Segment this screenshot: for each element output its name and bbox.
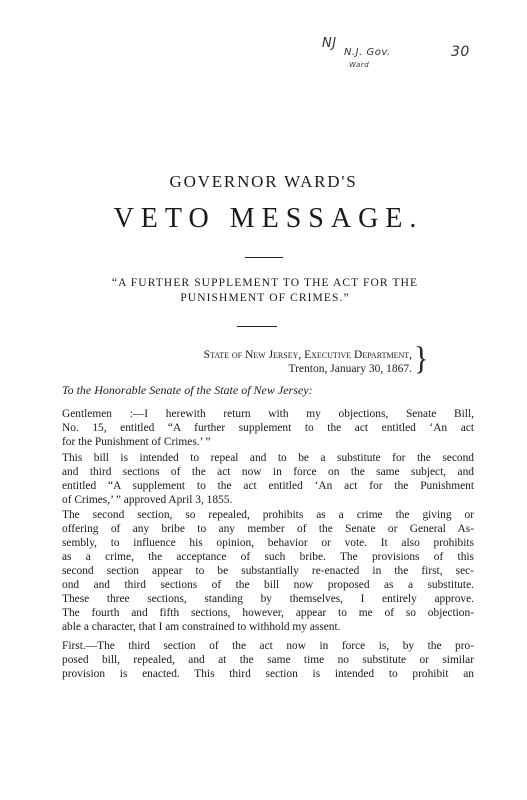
body-line: posed bill, repealed, and at the same time no substitute or similar xyxy=(62,654,474,666)
dateline-date: Trenton, January 30, 1867. xyxy=(288,363,412,375)
body-line: Gentlemen :—I herewith return with my objections, Senate Bill, xyxy=(62,408,474,420)
body-line: sembly, to influence his opinion, behavior or vote. It also prohibits xyxy=(62,537,474,549)
handwritten-page-number: 30 xyxy=(451,44,470,60)
dateline-place: State of New Jersey, Executive Department, xyxy=(203,349,412,361)
body-line: The second section, so repealed, prohibits as a crime the giving or xyxy=(62,509,474,521)
body-line: of Crimes,’ ” approved April 3, 1855. xyxy=(62,494,233,506)
body-line: First.—The third section of the act now in force is, by the pro- xyxy=(62,640,474,652)
body-line: This bill is intended to repeal and to be a substitute for the second xyxy=(62,452,474,464)
heading-veto-message: VETO MESSAGE. xyxy=(113,203,424,234)
body-line: offering of any bribe to any member of the Senate or General As- xyxy=(62,523,474,535)
divider xyxy=(237,326,277,327)
handwritten-note: Ward xyxy=(349,61,370,69)
body-line: for the Punishment of Crimes.’ ” xyxy=(62,436,211,448)
body-line: second section appear to be substantially re-enacted in the first, sec- xyxy=(62,565,474,577)
brace-mark: } xyxy=(414,340,429,377)
body-line: No. 15, entitled “A further supplement to the act entitled ‘An act xyxy=(62,422,474,434)
body-line: and third sections of the act now in force on the same subject, and xyxy=(62,466,474,478)
body-line: The fourth and fifth sections, however, appear to me of so objection- xyxy=(62,607,474,619)
body-line: provision is enacted. This third section is intended to prohibit an xyxy=(62,668,474,680)
handwritten-note: N.J. Gov. xyxy=(344,47,391,58)
body-line: able a character, that I am constrained to withhold my assent. xyxy=(62,621,341,633)
body-line: These three sections, standing by themselves, I entirely approve. xyxy=(62,593,474,605)
divider xyxy=(245,257,283,258)
subtitle-line: “A FURTHER SUPPLEMENT TO THE ACT FOR THE xyxy=(111,277,419,289)
body-line: ond and third sections of the bill now proposed as a substitute. xyxy=(62,579,474,591)
salutation: To the Honorable Senate of the State of New Jersey: xyxy=(62,383,313,397)
handwritten-note: NJ xyxy=(322,36,337,51)
heading-governor: GOVERNOR WARD'S xyxy=(169,172,358,191)
subtitle-line: PUNISHMENT OF CRIMES.” xyxy=(180,292,350,304)
body-line: entitled “A supplement to the act entitled ‘An act for the Punishment xyxy=(62,480,474,492)
body-line: as a crime, the acceptance of such bribe. The provisions of this xyxy=(62,551,474,563)
